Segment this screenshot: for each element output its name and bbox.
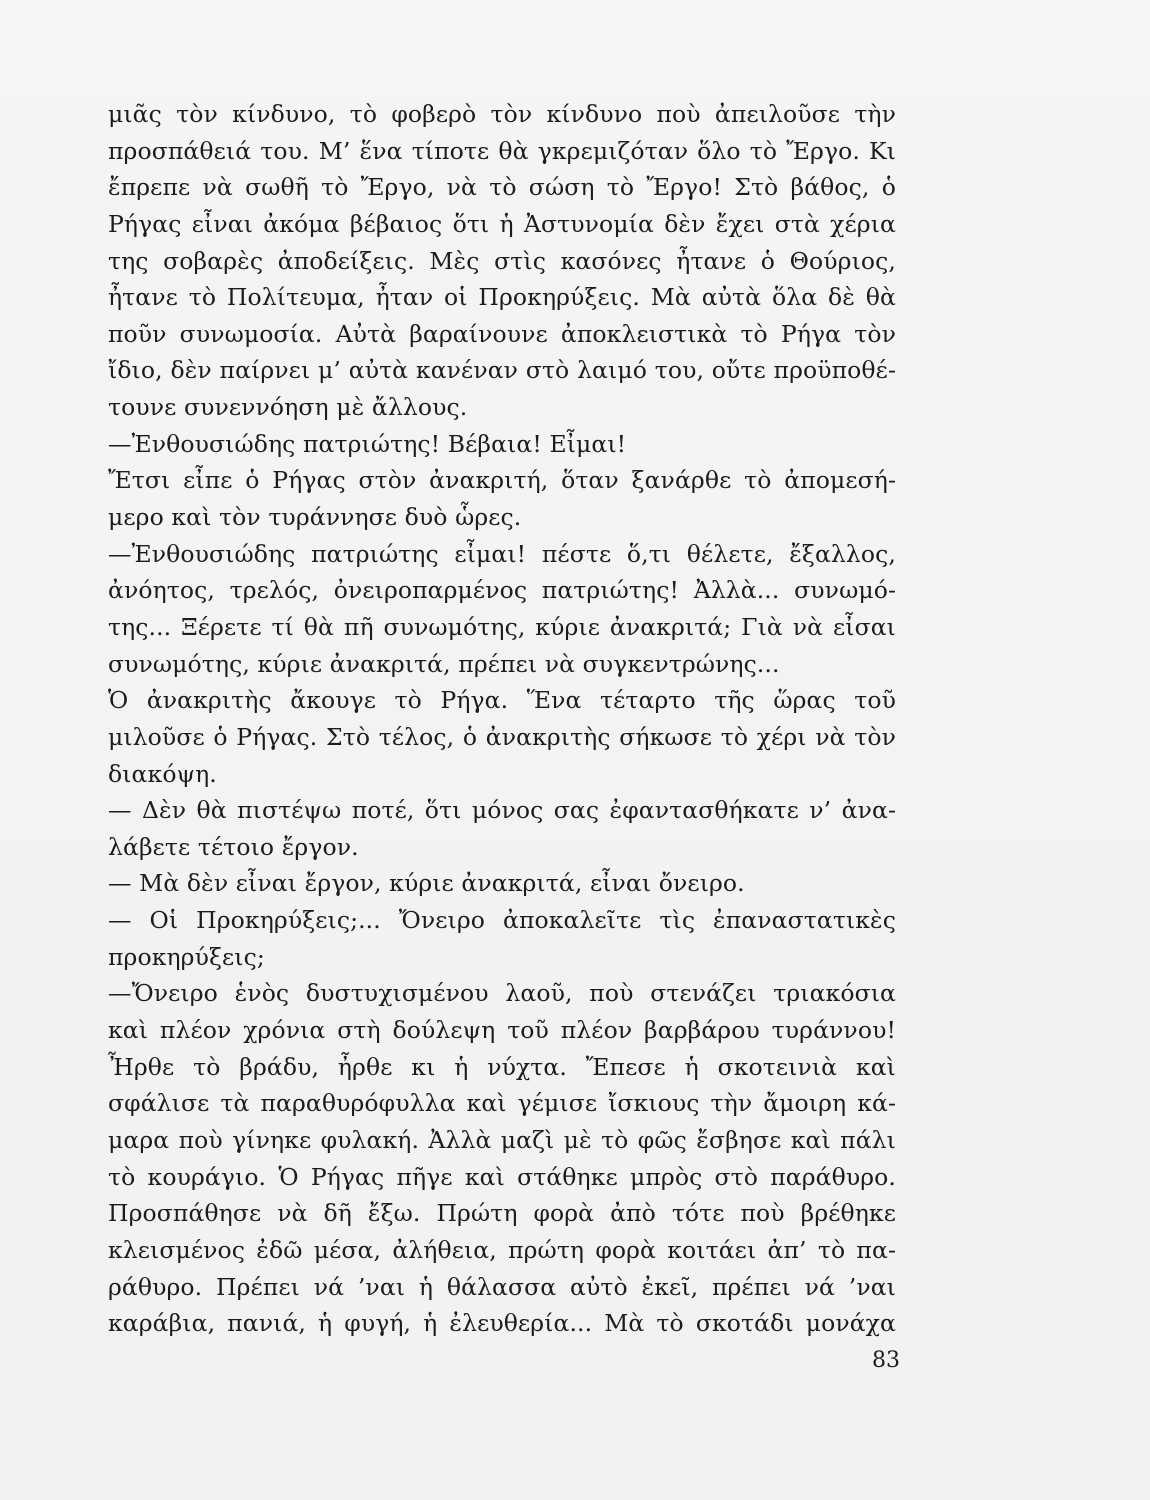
text-line: Ὁ ἀνακριτὴς ἄκουγε τὸ Ρήγα. Ἕνα τέταρτο τῆς ὥρας τοῦ (108, 686, 896, 715)
text-line: συνωμότης, κύριε ἀνακριτά, πρέπει νὰ συγκεντρώνης... (108, 649, 780, 678)
text-line: της σοβαρὲς ἀποδείξεις. Μὲς στὶς κασόνες ἦτανε ὁ Θούριος, (108, 246, 896, 275)
page-number: 83 (872, 1348, 900, 1373)
text-line: προκηρύξεις; (108, 942, 265, 971)
text-line: κλεισμένος ἐδῶ μέσα, ἀλήθεια, πρώτη φορὰ κοιτάει ἀπ’ τὸ πα- (108, 1235, 896, 1264)
text-line: τὸ κουράγιο. Ὁ Ρήγας πῆγε καὶ στάθηκε μπρὸς στὸ παράθυρο. (108, 1162, 896, 1191)
text-line: τουνε συνεννόηση μὲ ἄλλους. (108, 393, 468, 422)
text-line: καράβια, πανιά, ἡ φυγή, ἡ ἐλευθερία... Μὰ τὸ σκοτάδι μονάχα (108, 1309, 896, 1338)
text-line: —Ἐνθουσιώδης πατριώτης εἶμαι! πέστε ὅ,τι θέλετε, ἔξαλλος, (108, 539, 896, 568)
text-line: μερο καὶ τὸν τυράννησε δυὸ ὧρες. (108, 503, 522, 532)
text-line: μαρα ποὺ γίνηκε φυλακή. Ἀλλὰ μαζὶ μὲ τὸ φῶς ἔσβησε καὶ πάλι (108, 1125, 896, 1154)
text-line: Ἦρθε τὸ βράδυ, ἦρθε κι ἡ νύχτα. Ἔπεσε ἡ σκοτεινιὰ καὶ (108, 1052, 896, 1081)
text-line: σφάλισε τὰ παραθυρόφυλλα καὶ γέμισε ἴσκιους τὴν ἄμοιρη κά- (108, 1089, 896, 1118)
text-line: Ρήγας εἶναι ἀκόμα βέβαιος ὅτι ἡ Ἀστυνομία δὲν ἔχει στὰ χέρια (108, 209, 896, 238)
text-line: προσπάθειά του. Μ’ ἕνα τίποτε θὰ γκρεμιζόταν ὅλο τὸ Ἔργο. Κι (108, 136, 896, 165)
text-line: —Ὄνειρο ἑνὸς δυστυχισμένου λαοῦ, ποὺ στενάζει τριακόσια (108, 979, 896, 1008)
text-line: — Μὰ δὲν εἶναι ἔργον, κύριε ἀνακριτά, εἶναι ὄνειρο. (108, 869, 745, 898)
text-line: — Δὲν θὰ πιστέψω ποτέ, ὅτι μόνος σας ἐφαντασθήκατε ν’ ἀνα- (108, 796, 896, 825)
body-text (108, 96, 896, 1342)
text-line: ἀνόητος, τρελός, ὀνειροπαρμένος πατριώτης! Ἀλλὰ... συνωμό- (108, 576, 896, 605)
text-line: της... Ξέρετε τί θὰ πῆ συνωμότης, κύριε ἀνακριτά; Γιὰ νὰ εἶσαι (108, 612, 896, 641)
text-line: ἴδιο, δὲν παίρνει μ’ αὐτὰ κανέναν στὸ λαιμό του, οὔτε προϋποθέ- (108, 356, 896, 385)
text-line: ποῦν συνωμοσία. Αὐτὰ βαραίνουνε ἀποκλειστικὰ τὸ Ρήγα τὸν (108, 319, 896, 348)
text-line: — Οἱ Προκηρύξεις;... Ὄνειρο ἀποκαλεῖτε τὶς ἐπαναστατικὲς (108, 906, 896, 935)
text-line: ράθυρο. Πρέπει νά ’ναι ἡ θάλασσα αὐτὸ ἐκεῖ, πρέπει νά ’ναι (108, 1272, 896, 1301)
text-line: Προσπάθησε νὰ δῆ ἔξω. Πρώτη φορὰ ἀπὸ τότε ποὺ βρέθηκε (108, 1199, 896, 1228)
text-line: ἔπρεπε νὰ σωθῆ τὸ Ἔργο, νὰ τὸ σώση τὸ Ἔργο! Στὸ βάθος, ὁ (108, 173, 896, 202)
text-line: Ἔτσι εἶπε ὁ Ρήγας στὸν ἀνακριτή, ὅταν ξανάρθε τὸ ἀπομεσή- (108, 466, 896, 495)
text-line: ἦτανε τὸ Πολίτευμα, ἦταν οἱ Προκηρύξεις. Μὰ αὐτὰ ὅλα δὲ θὰ (108, 283, 896, 312)
text-line: διακόψη. (108, 759, 217, 788)
text-line: —Ἐνθουσιώδης πατριώτης! Βέβαια! Εἶμαι! (108, 429, 627, 458)
text-line: καὶ πλέον χρόνια στὴ δούλεψη τοῦ πλέον βαρβάρου τυράννου! (108, 1016, 896, 1045)
text-line: μιᾶς τὸν κίνδυνο, τὸ φοβερὸ τὸν κίνδυνο ποὺ ἀπειλοῦσε τὴν (108, 100, 896, 128)
text-line: λάβετε τέτοιο ἔργον. (108, 832, 359, 861)
text-line: μιλοῦσε ὁ Ρήγας. Στὸ τέλος, ὁ ἀνακριτὴς σήκωσε τὸ χέρι νὰ τὸν (108, 722, 896, 751)
